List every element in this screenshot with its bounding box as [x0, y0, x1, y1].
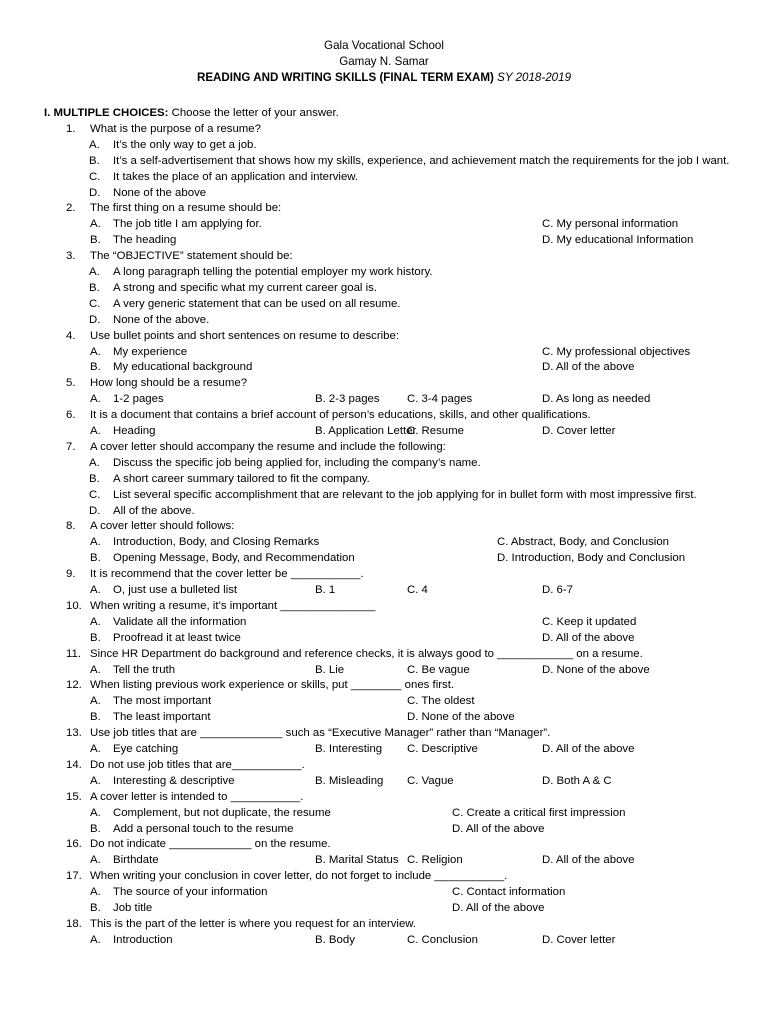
question-item [44, 567, 738, 599]
answer-option [44, 265, 738, 281]
question-stem [44, 917, 738, 933]
question-text: When writing your conclusion in cover letter, do not forget to include ___________. [90, 870, 508, 883]
section-label: I. MULTIPLE CHOICES: [44, 107, 169, 119]
option-text: D. All of the above [542, 361, 635, 374]
option-text: 1-2 pages [113, 393, 164, 406]
option-text: Tell the truth [113, 663, 176, 676]
answer-row [44, 901, 738, 917]
option-text: B. Lie [315, 663, 345, 676]
question-text: Use job titles that are _____________ such as “Executive Manager” rather than “Manager”. [90, 727, 551, 740]
question-text: What is the purpose of a resume? [90, 122, 261, 135]
answer-option-body [89, 488, 738, 504]
question-text: A cover letter should follows: [90, 520, 235, 533]
answer-option-body [89, 472, 738, 488]
option-text: List several specific accomplishment that are relevant to the job applying for in bullet form with most impressive first. [113, 488, 697, 501]
answer-option [44, 472, 738, 488]
question-number: 17. [66, 870, 82, 883]
option-letter: B. [90, 822, 101, 835]
option-text: The least important [113, 711, 211, 724]
answer-row [44, 694, 738, 710]
answer-row [44, 233, 738, 249]
option-text: B. Misleading [315, 774, 384, 787]
option-letter: A. [90, 345, 101, 358]
question-number: 13. [66, 727, 82, 740]
question-stem [44, 122, 738, 138]
answer-option-body [89, 265, 738, 281]
question-text: When writing a resume, it’s important _______________ [90, 599, 376, 612]
question-text: The “OBJECTIVE” statement should be: [90, 250, 293, 263]
school-year: SY 2018-2019 [497, 71, 572, 84]
answer-option-body [89, 313, 738, 329]
option-letter: A. [90, 584, 101, 597]
option-text: C. Abstract, Body, and Conclusion [497, 536, 670, 549]
option-letter: A. [90, 663, 101, 676]
option-text: Eye catching [113, 743, 179, 756]
option-letter: C. [89, 170, 101, 183]
option-text: A very generic statement that can be used on all resume. [113, 297, 401, 310]
question-stem [44, 599, 738, 615]
question-number: 14. [66, 758, 82, 771]
option-letter: A. [90, 743, 101, 756]
question-number: 4. [66, 329, 76, 342]
answer-option [44, 504, 738, 520]
question-text: Use bullet points and short sentences on resume to describe: [90, 329, 399, 342]
question-text: The first thing on a resume should be: [90, 202, 282, 215]
question-item [44, 201, 738, 249]
question-text: Do not indicate _____________ on the resume. [90, 838, 331, 851]
option-text: A long paragraph telling the potential employer my work history. [113, 266, 433, 279]
question-item [44, 599, 738, 647]
answer-row [44, 535, 738, 551]
option-text: C. Vague [407, 774, 454, 787]
question-text: Do not use job titles that are___________. [90, 758, 305, 771]
question-item [44, 249, 738, 329]
option-text: The job title I am applying for. [113, 218, 262, 231]
option-text: B. 1 [315, 584, 336, 597]
option-text: My educational background [113, 361, 253, 374]
option-text: C. 3-4 pages [407, 393, 473, 406]
option-letter: A. [90, 393, 101, 406]
option-letter: A. [90, 933, 101, 946]
option-text: Validate all the information [113, 615, 247, 628]
answer-option-body [89, 456, 738, 472]
answer-option [44, 281, 738, 297]
answer-row [44, 583, 738, 599]
option-text: O, just use a bulleted list [113, 584, 238, 597]
question-item [44, 440, 738, 520]
option-text: C. Create a critical first impression [452, 806, 626, 819]
option-letter: D. [89, 186, 101, 199]
answer-row [44, 345, 738, 361]
question-number: 16. [66, 838, 82, 851]
answer-option [44, 488, 738, 504]
option-text: B. 2-3 pages [315, 393, 380, 406]
option-text: C. Resume [407, 425, 464, 438]
question-item [44, 869, 738, 917]
option-text: It’s a self-advertisement that shows how my skills, experience, and achievement match the requirements for the job I want. [113, 154, 730, 167]
option-letter: A. [90, 854, 101, 867]
option-text: All of the above. [113, 504, 195, 517]
option-text: D. All of the above [542, 854, 635, 867]
question-number: 10. [66, 599, 82, 612]
question-item [44, 678, 738, 726]
section-instruction: Choose the letter of your answer. [171, 107, 339, 119]
option-letter: A. [90, 695, 101, 708]
question-number: 3. [66, 250, 76, 263]
option-text: B. Marital Status [315, 854, 399, 867]
option-letter: A. [90, 425, 101, 438]
answer-row [44, 631, 738, 647]
answer-option [44, 154, 738, 170]
option-text: The heading [113, 234, 177, 247]
question-stem [44, 678, 738, 694]
option-text: Add a personal touch to the resume [113, 822, 294, 835]
teacher-name: Gamay N. Samar [339, 55, 429, 68]
option-text: Proofread it at least twice [113, 631, 241, 644]
question-item [44, 647, 738, 679]
option-text: C. The oldest [407, 695, 475, 708]
option-text: Interesting & descriptive [113, 774, 235, 787]
answer-option [44, 456, 738, 472]
question-item [44, 408, 738, 440]
option-text: Discuss the specific job being applied for, including the company’s name. [113, 456, 481, 469]
option-letter: C. [89, 297, 101, 310]
option-letter: B. [90, 631, 101, 644]
question-text: How long should be a resume? [90, 377, 248, 390]
option-letter: D. [89, 504, 101, 517]
answer-row [44, 822, 738, 838]
question-item [44, 837, 738, 869]
question-item [44, 376, 738, 408]
option-text: It takes the place of an application and interview. [113, 170, 359, 183]
answer-row [44, 424, 738, 440]
option-text: C. Conclusion [407, 933, 478, 946]
question-text: This is the part of the letter is where you request for an interview. [90, 917, 417, 930]
option-text: C. 4 [407, 584, 428, 597]
answer-row [44, 392, 738, 408]
option-text: C. Keep it updated [542, 615, 637, 628]
option-letter: A. [90, 615, 101, 628]
option-letter: A. [90, 536, 101, 549]
option-text: C. Descriptive [407, 743, 478, 756]
question-item [44, 790, 738, 838]
question-stem [44, 726, 738, 742]
option-text: Heading [113, 425, 156, 438]
answer-option [44, 297, 738, 313]
question-item [44, 122, 738, 202]
option-text: D. Both A & C [542, 774, 612, 787]
answer-row [44, 615, 738, 631]
exam-title-main: READING AND WRITING SKILLS (FINAL TERM EXAM) [196, 71, 494, 84]
answer-row [44, 551, 738, 567]
option-letter: A. [89, 266, 100, 279]
option-text: B. Interesting [315, 743, 383, 756]
option-text: D. Cover letter [542, 425, 616, 438]
option-text: D. Introduction, Body and Conclusion [497, 552, 686, 565]
answer-option-body [89, 504, 738, 520]
option-text: D. None of the above [542, 663, 650, 676]
school-name: Gala Vocational School [324, 39, 444, 52]
option-text: D. All of the above [542, 631, 635, 644]
question-stem [44, 869, 738, 885]
answer-option [44, 170, 738, 186]
question-stem [44, 440, 738, 456]
answer-row [44, 742, 738, 758]
question-text: It is a document that contains a brief account of person’s educations, skills, and other qualifications. [90, 409, 591, 422]
option-text: C. My professional objectives [542, 345, 691, 358]
question-item [44, 917, 738, 949]
question-number: 7. [66, 440, 76, 453]
option-text: D. All of the above [452, 822, 545, 835]
answer-row [44, 663, 738, 679]
question-stem [44, 376, 738, 392]
answer-option-body [89, 297, 738, 313]
option-text: D. None of the above [407, 711, 515, 724]
option-text: The most important [113, 695, 212, 708]
question-number: 6. [66, 409, 76, 422]
answer-row [44, 933, 738, 949]
option-text: My experience [113, 345, 188, 358]
question-number: 11. [66, 647, 81, 660]
option-text: Opening Message, Body, and Recommendation [113, 552, 355, 565]
option-letter: A. [89, 456, 100, 469]
question-number: 8. [66, 520, 76, 533]
option-text: C. Be vague [407, 663, 470, 676]
answer-option [44, 313, 738, 329]
option-letter: B. [90, 234, 101, 247]
option-text: None of the above. [113, 313, 210, 326]
question-text: It is recommend that the cover letter be ___________. [90, 568, 364, 581]
question-item [44, 726, 738, 758]
answer-option-body [89, 170, 738, 186]
option-letter: A. [90, 806, 101, 819]
question-number: 9. [66, 568, 76, 581]
option-text: A strong and specific what my current career goal is. [113, 281, 378, 294]
option-text: Birthdate [113, 854, 159, 867]
option-text: Introduction, Body, and Closing Remarks [113, 536, 320, 549]
option-text: The source of your information [113, 886, 268, 899]
option-text: C. Contact information [452, 886, 566, 899]
option-letter: A. [90, 774, 101, 787]
option-text: D. My educational Information [542, 234, 694, 247]
option-text: D. As long as needed [542, 393, 651, 406]
option-text: D. Cover letter [542, 933, 616, 946]
option-letter: B. [90, 901, 101, 914]
option-text: D. All of the above [452, 901, 545, 914]
option-letter: B. [90, 361, 101, 374]
option-text: D. 6-7 [542, 584, 574, 597]
question-list [44, 122, 738, 949]
question-number: 18. [66, 917, 82, 930]
question-stem [44, 519, 738, 535]
question-stem [44, 837, 738, 853]
option-letter: B. [89, 281, 100, 294]
option-text: Job title [113, 901, 153, 914]
option-letter: A. [90, 886, 101, 899]
section-heading [44, 106, 738, 122]
option-letter: B. [90, 552, 101, 565]
question-stem [44, 758, 738, 774]
option-text: Introduction [113, 933, 173, 946]
option-letter: D. [89, 313, 101, 326]
option-text: It’s the only way to get a job. [113, 138, 257, 151]
option-text: Complement, but not duplicate, the resume [113, 806, 331, 819]
question-text: Since HR Department do background and reference checks, it is always good to ____________ on a resume. [90, 647, 643, 660]
question-item [44, 329, 738, 377]
option-letter: C. [89, 488, 101, 501]
multiple-choice-section [44, 106, 738, 949]
option-text: None of the above [113, 186, 207, 199]
answer-option-body [89, 154, 738, 170]
question-stem [44, 647, 738, 663]
question-stem [44, 201, 738, 217]
answer-option-body [89, 186, 738, 202]
answer-option [44, 138, 738, 154]
answer-option-body [89, 138, 738, 154]
question-number: 12. [66, 679, 82, 692]
exam-title [0, 70, 768, 86]
option-letter: B. [89, 154, 100, 167]
answer-row [44, 217, 738, 233]
answer-row [44, 774, 738, 790]
answer-row [44, 853, 738, 869]
option-letter: B. [89, 472, 100, 485]
question-number: 15. [66, 790, 82, 803]
answer-option [44, 186, 738, 202]
question-stem [44, 790, 738, 806]
question-stem [44, 408, 738, 424]
option-text: D. All of the above [542, 743, 635, 756]
question-text: A cover letter should accompany the resume and include the following: [90, 440, 446, 453]
question-stem [44, 329, 738, 345]
answer-option-body [89, 281, 738, 297]
question-number: 5. [66, 377, 76, 390]
question-item [44, 519, 738, 567]
answer-row [44, 885, 738, 901]
option-letter: A. [90, 218, 101, 231]
question-stem [44, 249, 738, 265]
question-item [44, 758, 738, 790]
option-text: A short career summary tailored to fit the company. [113, 472, 370, 485]
exam-header [0, 38, 768, 86]
option-text: B. Application Letter [315, 425, 417, 438]
question-number: 1. [66, 122, 76, 135]
option-text: B. Body [315, 933, 355, 946]
answer-row [44, 710, 738, 726]
option-letter: A. [89, 138, 100, 151]
question-text: When listing previous work experience or skills, put ________ ones first. [90, 679, 455, 692]
question-stem [44, 567, 738, 583]
option-text: C. Religion [407, 854, 463, 867]
answer-row [44, 806, 738, 822]
question-text: A cover letter is intended to ___________. [90, 790, 304, 803]
option-letter: B. [90, 711, 101, 724]
question-number: 2. [66, 202, 76, 215]
answer-row [44, 360, 738, 376]
option-text: C. My personal information [542, 218, 679, 231]
